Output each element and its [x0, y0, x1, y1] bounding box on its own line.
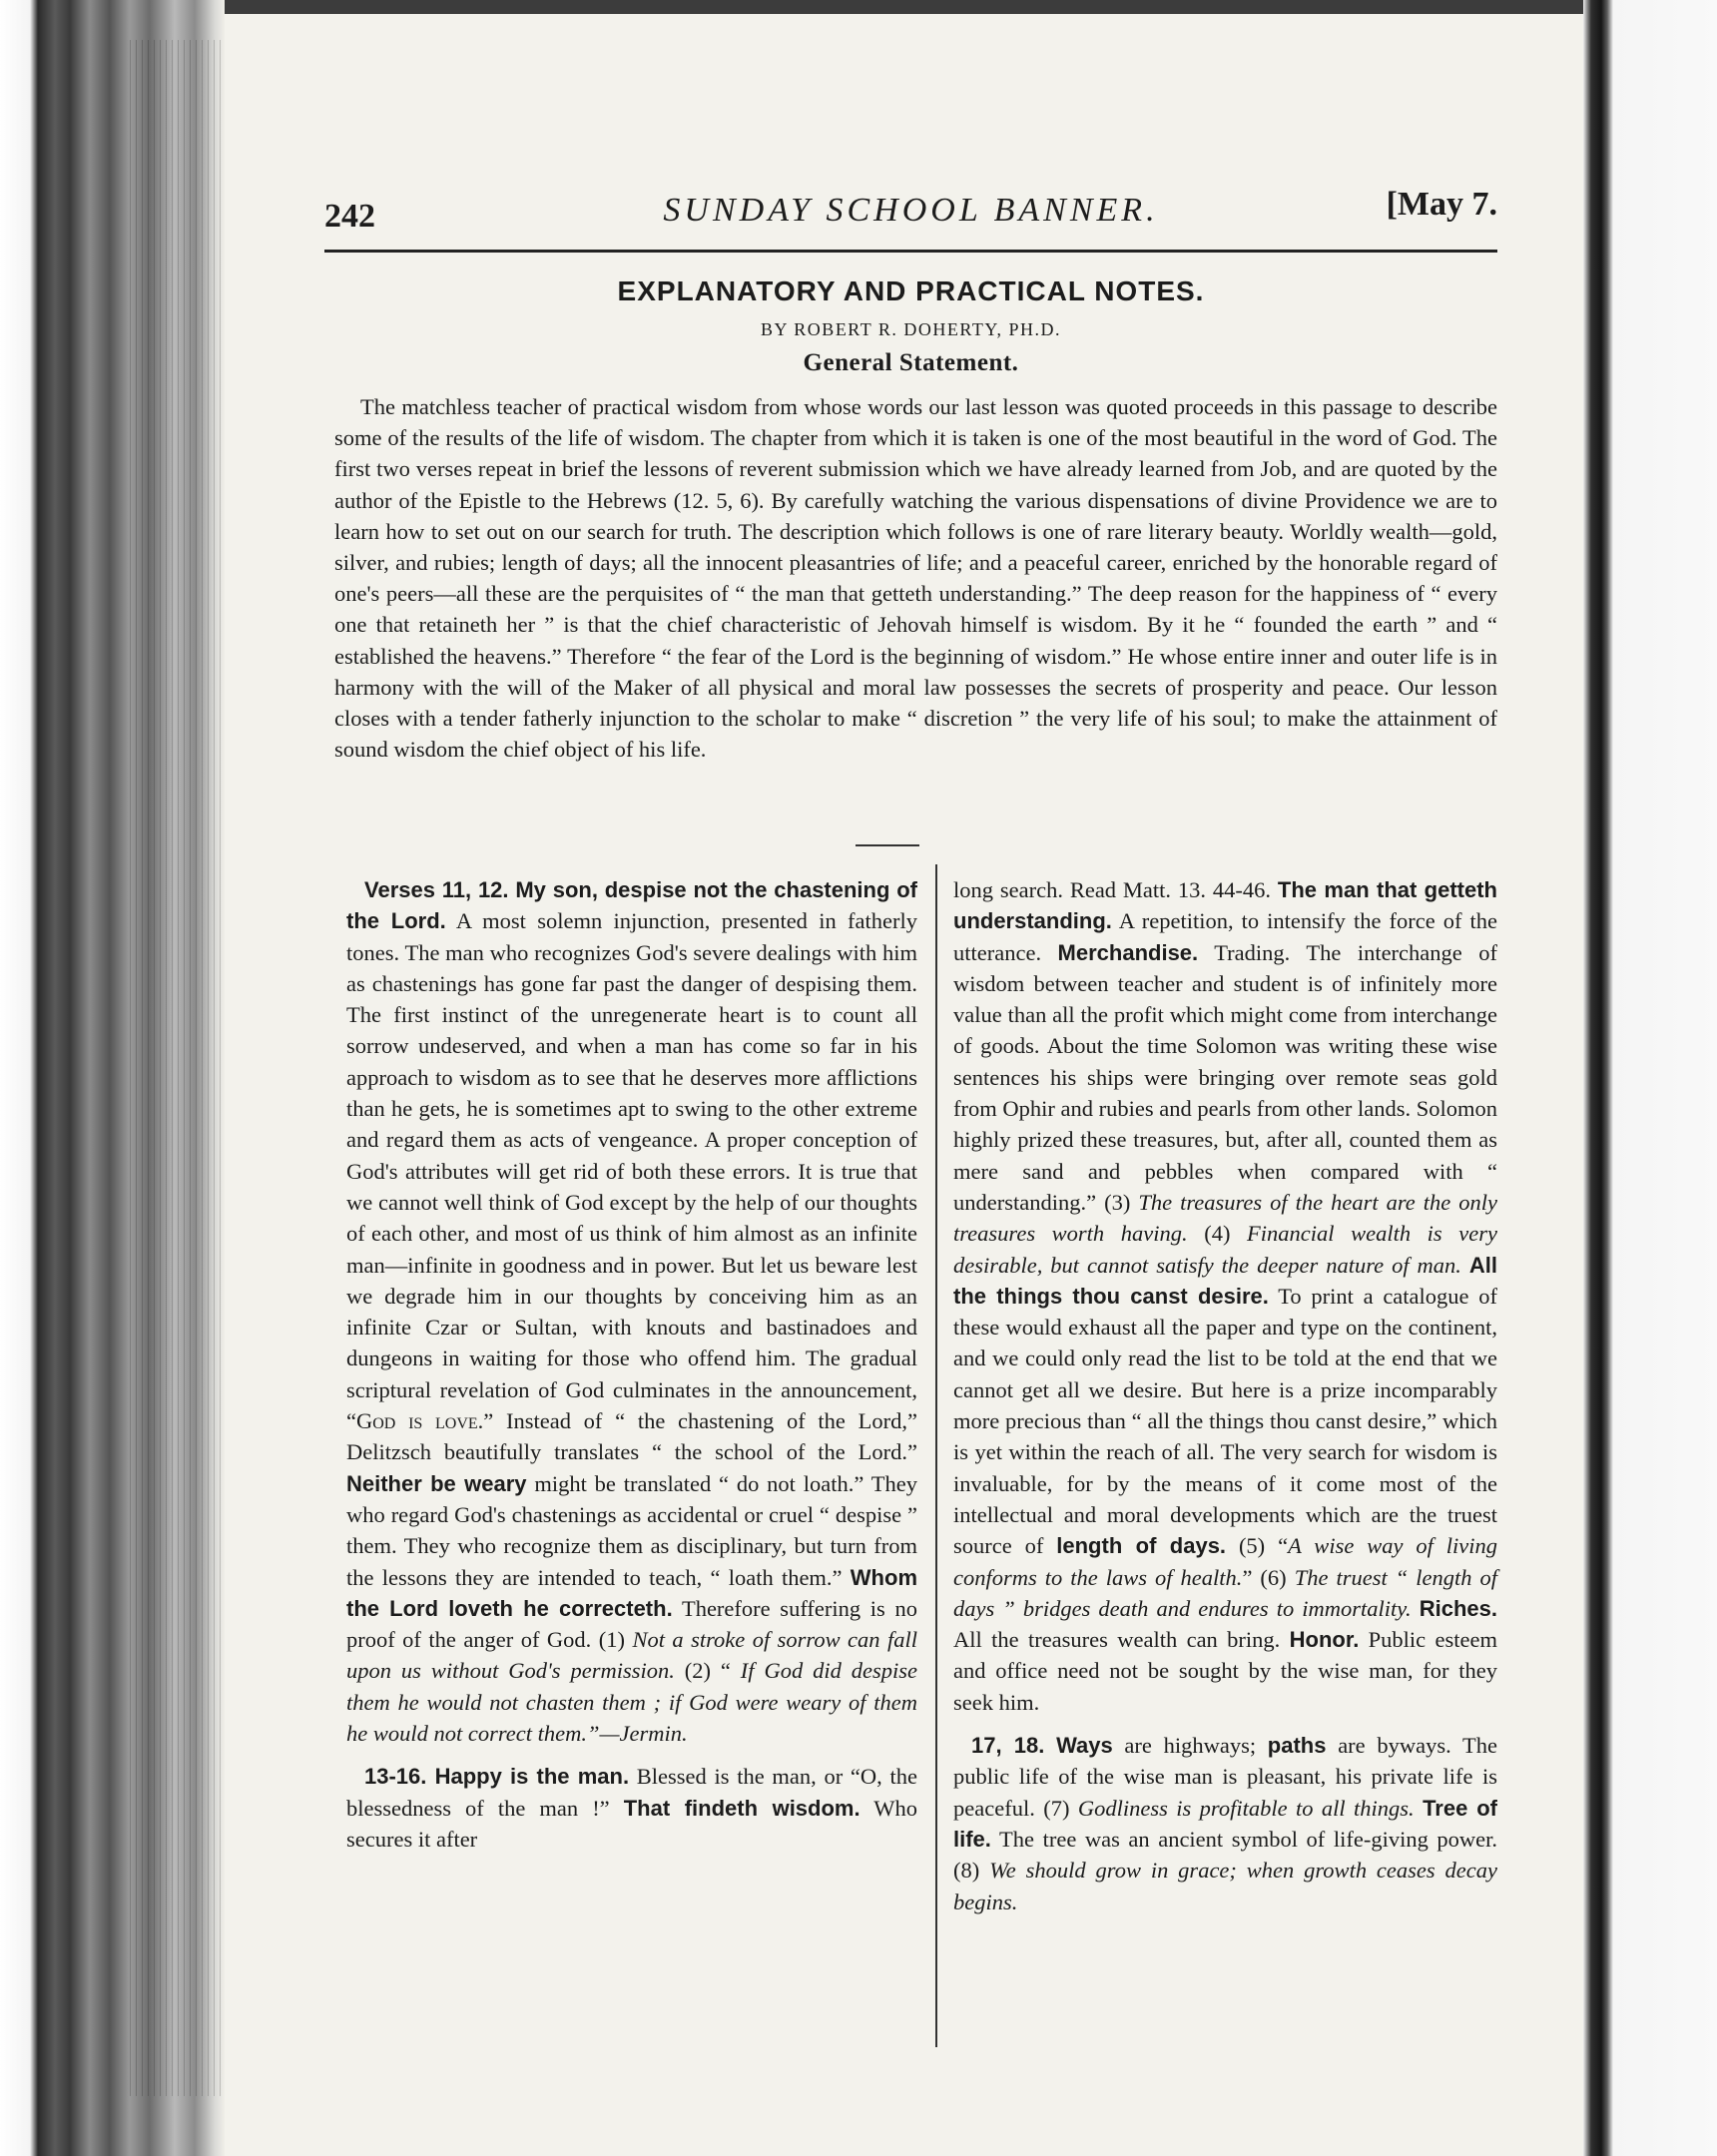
phrase-heading: The man that getteth understanding. [953, 877, 1497, 934]
note-verses-13-16 [346, 1761, 917, 1855]
phrase-heading: All the things thou canst desire. [953, 1252, 1498, 1309]
note-text: are highways; [1112, 1733, 1268, 1759]
note-text: .” Instead of “ the chastening of the Lord,” Delitzsch beautifully translates “ the school of the Lord.” [346, 1408, 917, 1465]
left-column [346, 874, 917, 1867]
note-text: Blessed is the man, or “O, the blessedness of the man !” [346, 1764, 917, 1821]
note-text: are byways. The public life of the wise man is pleasant, his private life is peaceful. (7) [953, 1733, 1497, 1821]
note-text: Therefore suffering is no proof of the anger of God. (1) [346, 1595, 917, 1653]
note-text: All the treasures wealth can bring. [953, 1627, 1290, 1653]
note-text: Public esteem and office need not be sought by the wise man, for they seek him. [953, 1627, 1497, 1715]
phrase-heading: Merchandise. [1057, 939, 1199, 965]
verse-heading: 13-16. Happy is the man. [364, 1764, 630, 1790]
italic-thought: Not a stroke of sorrow can fall upon us without God's permission. [346, 1627, 917, 1684]
note-text: long search. Read Matt. 13. 44-46. [953, 877, 1278, 902]
note-text: The tree was an ancient symbol of life-giving power. (8) [953, 1826, 1497, 1884]
phrase-heading: Honor. [1289, 1627, 1360, 1653]
phrase-heading: Tree of life. [953, 1795, 1497, 1852]
small-caps-text: God is love [356, 1408, 478, 1434]
phrase-heading: Riches. [1419, 1595, 1497, 1621]
note-text: (5) “ [1226, 1533, 1289, 1559]
intro-paragraph: The matchless teacher of practical wisdom from whose words our last lesson was quoted proceeds in this passage to describe some of the results of the life of wisdom. The chapter from which it is taken is one of the most beautiful in the word of God. The first two verses repeat in brief the lessons of reverent submission which we have already learned from Job, and are quoted by the author of the Epistle to the Hebrews (12. 5, 6). By carefully watching the various dispensations of divine Providence we are to learn how to set out on our search for truth. The description which follows is one of rare literary beauty. Worldly wealth—gold, silver, and rubies; length of days; all the innocent pleasantries of life; and a peaceful career, enriched by the honorable regard of one's peers—all these are the perquisites of “ the man that getteth understanding.” The deep reason for the happiness of “ every one that retaineth her ” is that the chief characteristic of Jehovah himself is wisdom. By it he “ founded the earth ” and “ established the heavens.” Therefore “ the fear of the Lord is the beginning of wisdom.” He whose entire inner and outer life is in harmony with the will of the Maker of all physical and moral law possesses the secrets of prosperity and peace. Our lesson closes with a tender fatherly injunction to the scholar to make “ discretion ” the very life of his soul; to make the attainment of sound wisdom the chief object of his life. [334, 394, 1497, 763]
next-page-edge [1583, 0, 1717, 2156]
page-number: 242 [324, 198, 375, 235]
column-divider [935, 864, 937, 2047]
right-column [953, 874, 1497, 1929]
phrase-heading: Neither be weary [346, 1470, 527, 1496]
note-text [1461, 1253, 1469, 1278]
note-text: A most solemn injunction, presented in fatherly tones. The man who recognizes God's severe dealings with him as chastenings has gone far past the danger of despising them. The first instinct of the unregenerate heart is to count all sorrow undeserved, and when a man has come so far in his approach to wisdom as to see that he deserves more afflictions than he gets, he is sometimes apt to swing to the other extreme and regard them as acts of vengeance. A proper conception of God's attributes will get rid of both these errors. It is true that we cannot well think of God except by the help of our thoughts of each other, and most of us think of him almost as an infinite man—infinite in goodness and in power. But let us beware lest we degrade him in our thoughts by conceiving him as an infinite Czar or Sultan, with knouts and bastinadoes and dungeons in waiting for those who offend him. The gradual scriptural revelation of God culminates in the announcement, “ [346, 908, 918, 1434]
note-text [1415, 1796, 1423, 1821]
scan-top-edge [0, 0, 1717, 14]
header-rule [324, 250, 1497, 253]
section-title: General Statement. [803, 349, 1019, 376]
note-text: (2) “ [674, 1658, 741, 1684]
phrase-heading: That findeth wisdom. [623, 1795, 860, 1821]
phrase-heading: paths [1267, 1733, 1327, 1759]
note-text: To print a catalogue of these would exhaust all the paper and type on the continent, and we could only read the list to be told at the end that we cannot get all we desire. But here is a prize incomparably more precious than “ all the things thou canst desire,” which is yet within the reach of all. The very search for wisdom is invaluable, for by the means of it come most of the intellectual and moral developments which are the truest source of [953, 1283, 1497, 1559]
phrase-heading: length of days. [1056, 1533, 1227, 1559]
italic-thought: A wise way of living conforms to the laws of health. [953, 1533, 1497, 1590]
book-page-edges [130, 40, 225, 2096]
note-text: ” (6) [1242, 1564, 1295, 1590]
italic-thought: Godliness is profitable to all things. [1077, 1795, 1415, 1821]
note-text: might be translated “ do not loath.” They who regard God's chastenings as accidental or cruel “ despise ” them. They who recognize them as disciplinary, but turn from the lessons they are intended to teach, “ loath them.” [346, 1470, 918, 1590]
note-text: (4) [1187, 1221, 1248, 1247]
phrase-heading: Ways [1056, 1733, 1113, 1759]
page-date: [May 7. [1386, 186, 1497, 223]
section-divider [856, 844, 919, 846]
italic-thought: The treasures of the heart are the only treasures worth having. [953, 1189, 1497, 1247]
italic-thought: If God did despise them he would not chasten them ; if God were weary of them he would not correct them.”—Jermin. [346, 1658, 917, 1747]
italic-thought: Financial wealth is very desirable, but cannot satisfy the deeper nature of man. [953, 1221, 1497, 1278]
italic-thought: We should grow in grace; when growth ceases decay begins. [953, 1858, 1497, 1914]
note-text: A repetition, to intensify the force of the utterance. [953, 908, 1497, 965]
italic-thought: The truest “ length of days ” bridges death and endures to immortality. [953, 1564, 1497, 1621]
running-title: SUNDAY SCHOOL BANNER. [663, 192, 1159, 229]
phrase-heading: Whom the Lord loveth he correcteth. [346, 1564, 917, 1621]
note-verses-11-12 [346, 874, 917, 1749]
note-text: Trading. The interchange of wisdom between teacher and student is of infinitely more value than all the profit which might come from interchange of goods. About the time Solomon was writing these wise sentences his ships were bringing over remote seas gold from Ophir and rubies and pearls from other lands. Solomon highly prized these treasures, but, after all, counted them as mere sand and pebbles when compared with “ understanding.” (3) [953, 939, 1497, 1215]
note-continuation [953, 874, 1497, 1718]
book-page [225, 14, 1583, 2156]
verse-heading: Verses 11, 12. My son, despise not the chastening of the Lord. [346, 877, 917, 934]
article-byline: BY ROBERT R. DOHERTY, PH.D. [760, 319, 1062, 339]
note-verses-17-18 [953, 1730, 1497, 1917]
article-title: EXPLANATORY AND PRACTICAL NOTES. [617, 275, 1205, 306]
note-text: Who secures it after [346, 1795, 917, 1852]
verse-heading: 17, 18. [971, 1733, 1045, 1759]
